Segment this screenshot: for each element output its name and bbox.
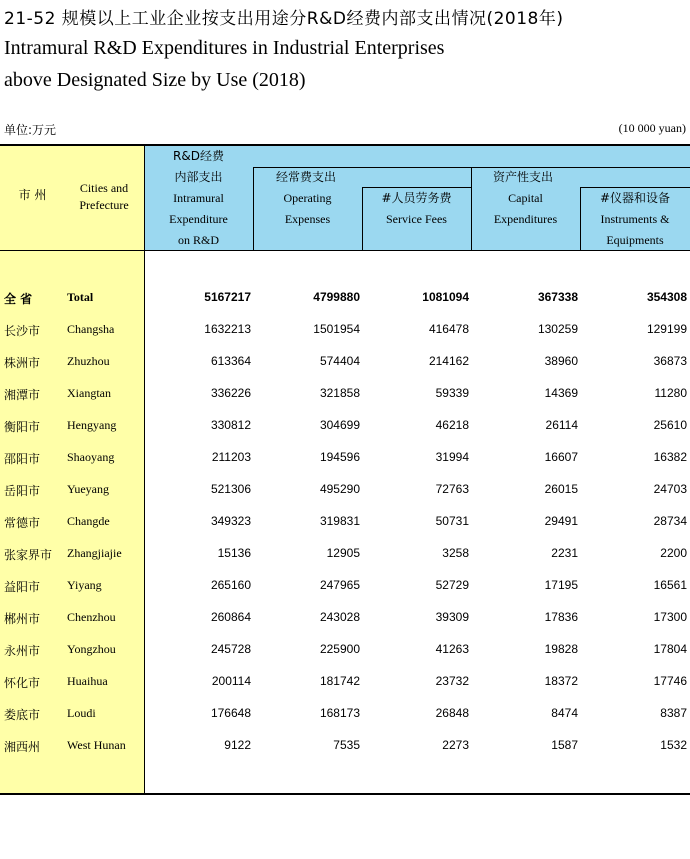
cell-service-fees: 72763 xyxy=(435,482,469,496)
cell-instruments: 16382 xyxy=(653,450,687,464)
row-name-cn: 邵阳市 xyxy=(4,452,41,466)
cell-service-fees: 2273 xyxy=(442,738,469,752)
row-name-en: Changde xyxy=(67,514,110,528)
cell-rd-total: 336226 xyxy=(210,386,251,400)
cell-instruments: 11280 xyxy=(654,386,687,400)
table-row xyxy=(0,314,690,346)
table-row xyxy=(0,346,690,378)
header-cap-en-1: Capital xyxy=(508,191,543,205)
header-rd-en-3: on R&D xyxy=(177,233,219,247)
cell-rd-total: 176648 xyxy=(210,706,251,720)
table-row xyxy=(0,602,690,634)
cell-operating: 181742 xyxy=(319,674,360,688)
cell-instruments: 17300 xyxy=(653,610,687,624)
row-name-en: Yueyang xyxy=(67,482,109,496)
row-name-en: Huaihua xyxy=(67,674,108,688)
row-name-cn: 湘西州 xyxy=(4,740,41,754)
cell-operating: 194596 xyxy=(319,450,360,464)
table-row xyxy=(0,506,690,538)
table-row xyxy=(0,442,690,474)
row-name-en: West Hunan xyxy=(67,738,126,752)
cell-operating: 319831 xyxy=(319,514,360,528)
header-op-group: 经常费支出 xyxy=(276,170,337,184)
header-city xyxy=(0,185,65,206)
row-name-en: Changsha xyxy=(67,322,115,336)
cell-rd-total: 9122 xyxy=(224,738,251,752)
table-row xyxy=(0,698,690,730)
cell-instruments: 24703 xyxy=(653,482,687,496)
cell-rd-total: 1632213 xyxy=(204,322,251,336)
cell-service-fees: 41263 xyxy=(435,642,469,656)
row-name-en: Zhuzhou xyxy=(67,354,110,368)
cell-capital: 1587 xyxy=(551,738,578,752)
cell-rd-total: 15136 xyxy=(217,546,251,560)
cell-service-fees: 26848 xyxy=(435,706,469,720)
header-rd-en-2: Expenditure xyxy=(169,212,228,226)
cell-operating: 12905 xyxy=(326,546,360,560)
cell-operating: 304699 xyxy=(319,418,360,432)
header-operating xyxy=(253,167,362,230)
table-row xyxy=(0,538,690,570)
cell-rd-total: 330812 xyxy=(210,418,251,432)
row-name-en: Xiangtan xyxy=(67,386,111,400)
cell-capital: 130259 xyxy=(537,322,578,336)
row-name-cn: 全 省 xyxy=(4,292,33,306)
row-name-cn: 娄底市 xyxy=(4,708,41,722)
cell-capital: 29491 xyxy=(544,514,578,528)
cell-instruments: 36873 xyxy=(653,354,687,368)
row-name-cn: 湘潭市 xyxy=(4,388,41,402)
table-row xyxy=(0,634,690,666)
row-name-cn: 怀化市 xyxy=(4,676,41,690)
row-name-cn: 郴州市 xyxy=(4,612,41,626)
header-city-en xyxy=(62,180,146,214)
cell-capital: 8474 xyxy=(551,706,578,720)
row-name-en: Hengyang xyxy=(67,418,117,432)
cell-service-fees: 31994 xyxy=(435,450,469,464)
row-name-en: Total xyxy=(67,290,94,304)
cell-instruments: 17746 xyxy=(653,674,687,688)
table-row xyxy=(0,570,690,602)
row-name-en: Yongzhou xyxy=(67,642,116,656)
cell-rd-total: 265160 xyxy=(210,578,251,592)
cell-operating: 247965 xyxy=(319,578,360,592)
cell-capital: 14369 xyxy=(544,386,578,400)
header-city-cn: 市 州 xyxy=(18,188,47,202)
cell-instruments: 8387 xyxy=(660,706,687,720)
table-row xyxy=(0,410,690,442)
header-instruments xyxy=(580,188,690,251)
header-rd-cn-2: 内部支出 xyxy=(174,170,223,184)
cell-capital: 18372 xyxy=(544,674,578,688)
header-city-en-2: Prefecture xyxy=(79,198,129,212)
cell-rd-total: 260864 xyxy=(210,610,251,624)
cell-service-fees: 50731 xyxy=(435,514,469,528)
cell-operating: 574404 xyxy=(319,354,360,368)
table-row-total xyxy=(0,282,690,314)
cell-operating: 1501954 xyxy=(313,322,360,336)
table-row xyxy=(0,730,690,762)
row-name-en: Loudi xyxy=(67,706,96,720)
cell-operating: 7535 xyxy=(333,738,360,752)
row-name-cn: 张家界市 xyxy=(4,548,53,562)
cell-instruments: 129199 xyxy=(646,322,687,336)
cell-instruments: 17804 xyxy=(653,642,687,656)
header-inst-en-2: Equipments xyxy=(606,233,664,247)
row-name-en: Chenzhou xyxy=(67,610,116,624)
row-name-cn: 株洲市 xyxy=(4,356,41,370)
cell-capital: 17195 xyxy=(544,578,578,592)
header-op-en-2: Expenses xyxy=(284,212,331,226)
table-row xyxy=(0,378,690,410)
cell-instruments: 354308 xyxy=(646,290,687,304)
header-rd-cn-1: R&D经费 xyxy=(173,149,224,163)
header-rd xyxy=(144,146,253,251)
row-name-en: Zhangjiajie xyxy=(67,546,122,560)
cell-service-fees: 3258 xyxy=(442,546,469,560)
table-title-en-line1: Intramural R&D Expenditures in Industrial Enterprises xyxy=(4,37,445,59)
cell-service-fees: 214162 xyxy=(428,354,469,368)
unit-label-en: (10 000 yuan) xyxy=(618,121,686,135)
header-city-en-1: Cities and xyxy=(79,181,129,195)
header-cap-group: 资产性支出 xyxy=(493,170,554,184)
cell-instruments: 25610 xyxy=(653,418,687,432)
cell-rd-total: 245728 xyxy=(210,642,251,656)
cell-operating: 495290 xyxy=(319,482,360,496)
cell-instruments: 16561 xyxy=(653,578,687,592)
cell-capital: 19828 xyxy=(544,642,578,656)
cell-capital: 38960 xyxy=(544,354,578,368)
row-name-cn: 常德市 xyxy=(4,516,41,530)
cell-instruments: 1532 xyxy=(660,738,687,752)
header-capital xyxy=(471,167,580,230)
cell-service-fees: 23732 xyxy=(435,674,469,688)
cell-capital: 17836 xyxy=(544,610,578,624)
header-service xyxy=(362,188,471,230)
header-inst-cn: #仪器和设备 xyxy=(599,191,671,205)
row-name-cn: 益阳市 xyxy=(4,580,41,594)
table-bottom-rule xyxy=(0,793,690,795)
cell-service-fees: 52729 xyxy=(435,578,469,592)
row-name-cn: 岳阳市 xyxy=(4,484,41,498)
table-top-rule xyxy=(0,144,690,146)
cell-rd-total: 613364 xyxy=(210,354,251,368)
table-row xyxy=(0,666,690,698)
table-row xyxy=(0,474,690,506)
header-svc-cn: #人员劳务费 xyxy=(381,191,452,205)
header-rd-en-1: Intramural xyxy=(173,191,224,205)
cell-instruments: 28734 xyxy=(653,514,687,528)
cell-operating: 321858 xyxy=(319,386,360,400)
cell-operating: 243028 xyxy=(319,610,360,624)
cell-service-fees: 59339 xyxy=(435,386,469,400)
cell-capital: 26114 xyxy=(545,418,578,432)
row-name-cn: 衡阳市 xyxy=(4,420,41,434)
cell-rd-total: 200114 xyxy=(211,674,251,688)
cell-operating: 4799880 xyxy=(313,290,360,304)
cell-service-fees: 416478 xyxy=(428,322,469,336)
cell-operating: 225900 xyxy=(319,642,360,656)
cell-rd-total: 521306 xyxy=(210,482,251,496)
cell-service-fees: 39309 xyxy=(435,610,469,624)
row-name-cn: 长沙市 xyxy=(4,324,41,338)
cell-capital: 2231 xyxy=(551,546,578,560)
row-name-en: Yiyang xyxy=(67,578,102,592)
unit-label-cn: 单位:万元 xyxy=(4,123,57,137)
header-op-en-1: Operating xyxy=(283,191,332,205)
row-name-cn: 永州市 xyxy=(4,644,41,658)
cell-rd-total: 349323 xyxy=(210,514,251,528)
row-name-en: Shaoyang xyxy=(67,450,115,464)
header-cap-en-2: Expenditures xyxy=(493,212,558,226)
cell-capital: 26015 xyxy=(544,482,578,496)
header-inst-en-1: Instruments & xyxy=(600,212,670,226)
cell-rd-total: 5167217 xyxy=(204,290,251,304)
table-title-en-line2: above Designated Size by Use (2018) xyxy=(4,69,306,91)
cell-capital: 367338 xyxy=(537,290,578,304)
cell-service-fees: 1081094 xyxy=(422,290,469,304)
table-title-cn: 21-52 规模以上工业企业按支出用途分R&D经费内部支出情况(2018年) xyxy=(4,9,564,29)
cell-instruments: 2200 xyxy=(660,546,687,560)
cell-operating: 168173 xyxy=(319,706,360,720)
cell-rd-total: 211203 xyxy=(211,450,251,464)
cell-capital: 16607 xyxy=(544,450,578,464)
header-svc-en: Service Fees xyxy=(386,212,447,226)
cell-service-fees: 46218 xyxy=(435,418,469,432)
